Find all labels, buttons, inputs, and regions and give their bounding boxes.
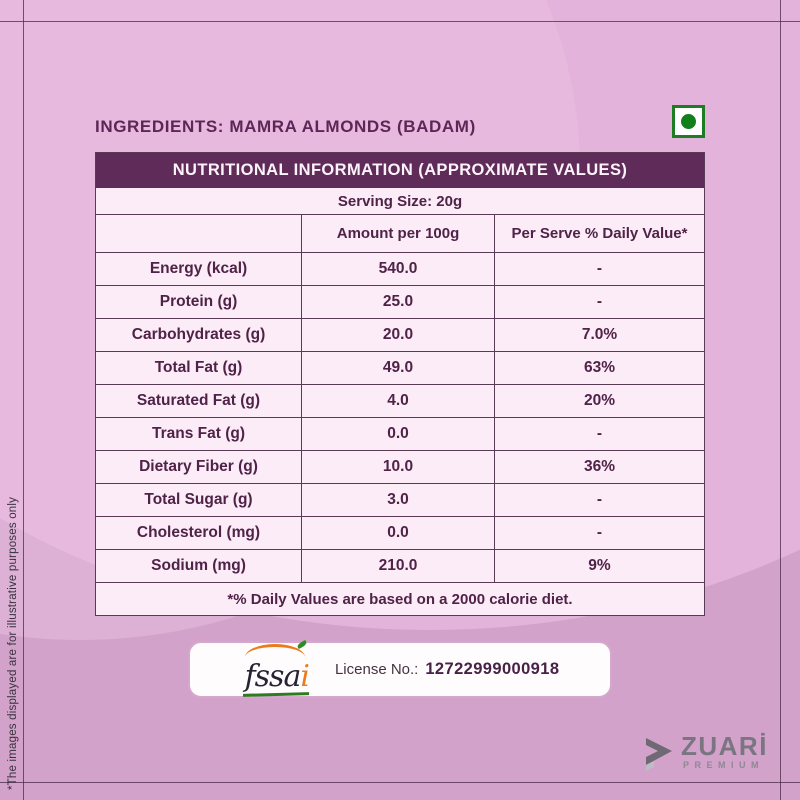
ingredients-heading: INGREDIENTS: MAMRA ALMONDS (BADAM) [95,117,476,136]
serving-size-row: Serving Size: 20g [96,188,704,215]
brand-name: ZUARİ [681,731,768,761]
fssai-logo [241,642,315,698]
column-header-amount: Amount per 100g [301,215,494,252]
row-daily-value: - [494,418,704,450]
license-number-text [335,660,559,679]
row-label: Carbohydrates (g) [131,326,266,343]
brand-tagline: PREMIUM [683,760,764,770]
table-row-dietary-fiber [96,451,704,484]
table-row-saturated-fat [96,385,704,418]
row-label: Cholesterol (mg) [136,524,261,541]
veg-mark-dot [681,114,696,129]
column-header-daily-value: Per Serve % Daily Value* [494,215,704,252]
row-daily-value: 63% [494,352,704,384]
nutrition-table [95,152,705,616]
row-amount: 210.0 [301,550,494,582]
column-header-nutrient [96,215,301,252]
table-row-total-fat [96,352,704,385]
row-label: Dietary Fiber (g) [139,458,258,475]
table-row-trans-fat [96,418,704,451]
row-amount: 3.0 [301,484,494,516]
frame-line-top [0,21,800,22]
table-row-protein [96,286,704,319]
row-label: Saturated Fat (g) [136,392,261,409]
row-daily-value: - [494,286,704,318]
row-daily-value: - [494,517,704,549]
row-daily-value: - [494,253,704,285]
license-label: License No.: [334,661,419,678]
row-amount: 10.0 [301,451,494,483]
fssai-license-box [188,641,612,698]
row-amount: 0.0 [301,418,494,450]
row-label: Total Fat (g) [154,359,243,376]
table-row-total-sugar [96,484,704,517]
license-number: 12722999000918 [425,660,560,678]
frame-line-bottom [0,782,800,783]
row-amount: 540.0 [301,253,494,285]
row-daily-value: 9% [494,550,704,582]
row-daily-value: 20% [494,385,704,417]
nutrition-table-title: NUTRITIONAL INFORMATION (APPROXIMATE VALUES) [96,153,704,188]
row-label: Sodium (mg) [151,557,246,574]
row-label: Protein (g) [159,293,238,310]
veg-mark-icon [672,105,705,138]
illustrative-disclaimer-text: *The images displayed are for illustrative purposes only [7,496,19,790]
row-daily-value: 7.0% [494,319,704,351]
zuari-chevron-icon [644,734,674,774]
row-daily-value: 36% [494,451,704,483]
row-amount: 20.0 [301,319,494,351]
table-row-carbohydrates [96,319,704,352]
fssai-logo-orange-arc [245,644,305,659]
row-amount: 25.0 [301,286,494,318]
row-daily-value: - [494,484,704,516]
row-amount: 0.0 [301,517,494,549]
table-row-energy [96,253,704,286]
table-row-sodium [96,550,704,583]
daily-value-footnote: *% Daily Values are based on a 2000 calorie diet. [227,590,573,608]
frame-line-right [780,0,781,800]
column-header-row [96,215,704,253]
brand-logo [644,731,768,774]
table-row-cholesterol [96,517,704,550]
row-label: Total Sugar (g) [144,491,253,508]
row-label: Trans Fat (g) [151,425,245,442]
fssai-logo-text: fssai [244,658,309,694]
row-label: Energy (kcal) [149,260,248,277]
frame-line-left [23,0,24,800]
row-amount: 4.0 [301,385,494,417]
fssai-logo-leaf-icon [296,639,307,648]
row-amount: 49.0 [301,352,494,384]
